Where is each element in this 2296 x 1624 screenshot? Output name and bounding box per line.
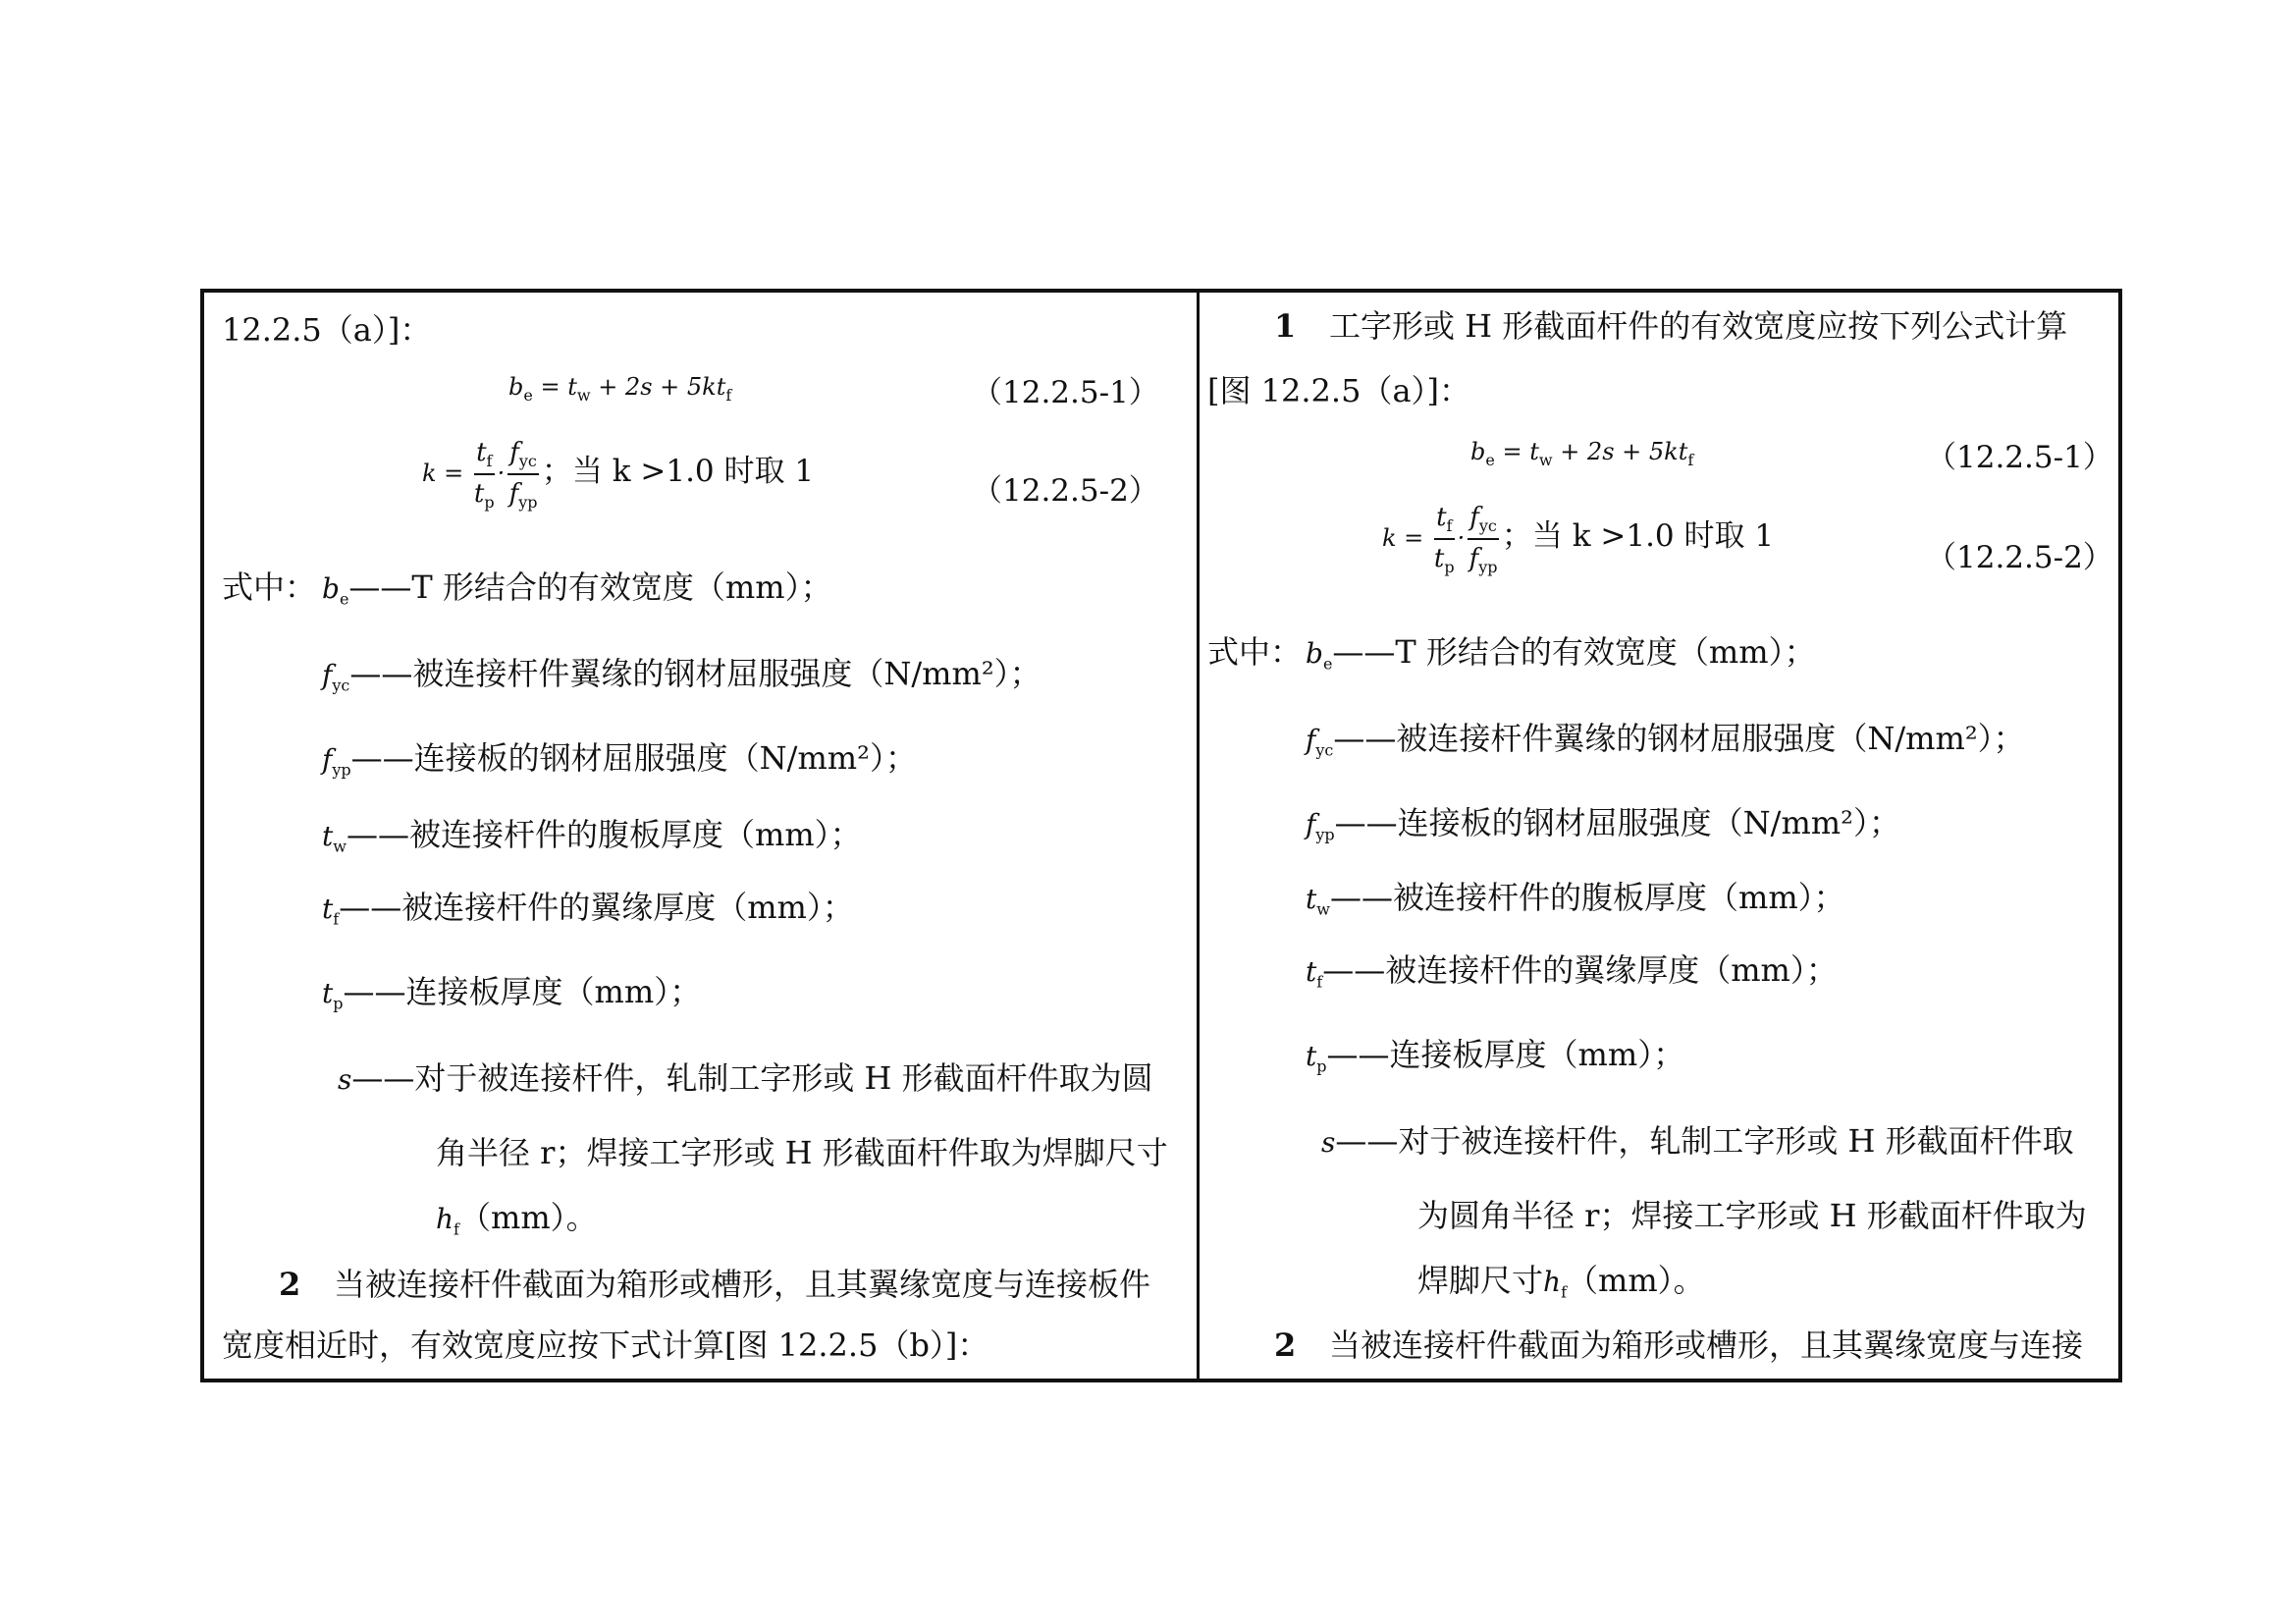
left-para-2-number: 2 — [279, 1266, 301, 1303]
left-def-fyc: $f_{yc}——$被连接杆件翼缘的钢材屈服强度（N/mm²）； — [322, 655, 1041, 695]
right-equation-1-number: （12.2.5-1） — [1926, 440, 2113, 475]
right-equation-2: k = $\frac{t_f}{t_p}$ · $\frac{f_{yc}}{f_{yp}}$ ；当 k >1.0 时取 1 — [1382, 503, 1775, 577]
right-def-s-1: s——对于被连接杆件，轧制工字形或 H 形截面杆件取 — [1321, 1122, 2074, 1160]
left-equation-2-number: （12.2.5-2） — [972, 473, 1159, 509]
left-equation-2: k = $\frac{t_f}{t_p}$ · $\frac{f_{yc}}{f_{yp}}$ ；当 k >1.0 时取 1 — [422, 438, 815, 513]
right-def-tf: $t_f——$被连接杆件的翼缘厚度（mm）； — [1306, 951, 1838, 992]
right-def-be: $b_e——T$ 形结合的有效宽度（mm）； — [1306, 633, 1816, 674]
left-def-tf: $t_f——$被连接杆件的翼缘厚度（mm）； — [322, 889, 854, 929]
left-def-tp: $t_p——$连接板厚度（mm）； — [322, 973, 702, 1013]
right-def-fyp: $f_{yp}——$连接板的钢材屈服强度（N/mm²）； — [1306, 804, 1900, 844]
left-where-label: 式中： — [222, 568, 317, 606]
left-def-tw: $t_w——$被连接杆件的腹板厚度（mm）； — [322, 816, 862, 856]
right-para-1-line-1: 工字形或 H 形截面杆件的有效宽度应按下列公式计算 — [1329, 307, 2068, 345]
left-para-2-line-2: 宽度相近时，有效宽度应按下式计算[图 12.2.5（b）]： — [222, 1326, 989, 1364]
left-equation-1: $b_e = t_w + 2s + 5kt_f$ — [508, 373, 732, 405]
right-equation-2-number: （12.2.5-2） — [1926, 540, 2113, 575]
left-def-s-1: s——对于被连接杆件，轧制工字形或 H 形截面杆件取为圆 — [338, 1059, 1153, 1097]
right-equation-2-condition: ；当 k >1.0 时取 1 — [1501, 518, 1775, 555]
right-def-tp: $t_p——$连接板厚度（mm）； — [1306, 1036, 1685, 1076]
document-table — [200, 289, 2122, 1382]
right-para-1-number: 1 — [1274, 307, 1297, 345]
left-def-s-3: $h_f(mm)$。 — [436, 1199, 598, 1239]
left-column — [204, 293, 1197, 1379]
right-def-tw: $t_w——$被连接杆件的腹板厚度（mm）； — [1306, 879, 1845, 919]
right-equation-1: $b_e = t_w + 2s + 5kt_f$ — [1470, 438, 1694, 469]
left-def-fyp: $f_{yp}——$连接板的钢材屈服强度（N/mm²）； — [322, 739, 917, 780]
right-where-label: 式中： — [1207, 633, 1303, 671]
right-def-s-2: 为圆角半径 r；焊接工字形或 H 形截面杆件取为 — [1417, 1197, 2087, 1234]
right-column — [1200, 293, 2122, 1379]
left-line-1: 12.2.5（a）]： — [222, 311, 432, 349]
right-para-1-line-2: [图 12.2.5（a）]： — [1207, 372, 1471, 409]
right-para-2-line-1: 当被连接杆件截面为箱形或槽形，且其翼缘宽度与连接 — [1329, 1326, 2084, 1364]
right-para-2-number: 2 — [1274, 1326, 1297, 1364]
left-def-be: $b_e——T$ 形结合的有效宽度（mm）； — [322, 568, 832, 609]
right-def-fyc: $f_{yc}——$被连接杆件翼缘的钢材屈服强度（N/mm²）； — [1306, 720, 2025, 760]
left-def-s-2: 角半径 r；焊接工字形或 H 形截面杆件取为焊脚尺寸 — [436, 1134, 1168, 1171]
left-para-2-line-1: 当被连接杆件截面为箱形或槽形，且其翼缘宽度与连接板件 — [334, 1266, 1151, 1303]
left-equation-2-condition: ；当 k >1.0 时取 1 — [541, 454, 815, 490]
right-def-s-3: 焊脚尺寸$h_f(mm)$。 — [1417, 1262, 1705, 1302]
left-equation-1-number: （12.2.5-1） — [972, 375, 1159, 410]
